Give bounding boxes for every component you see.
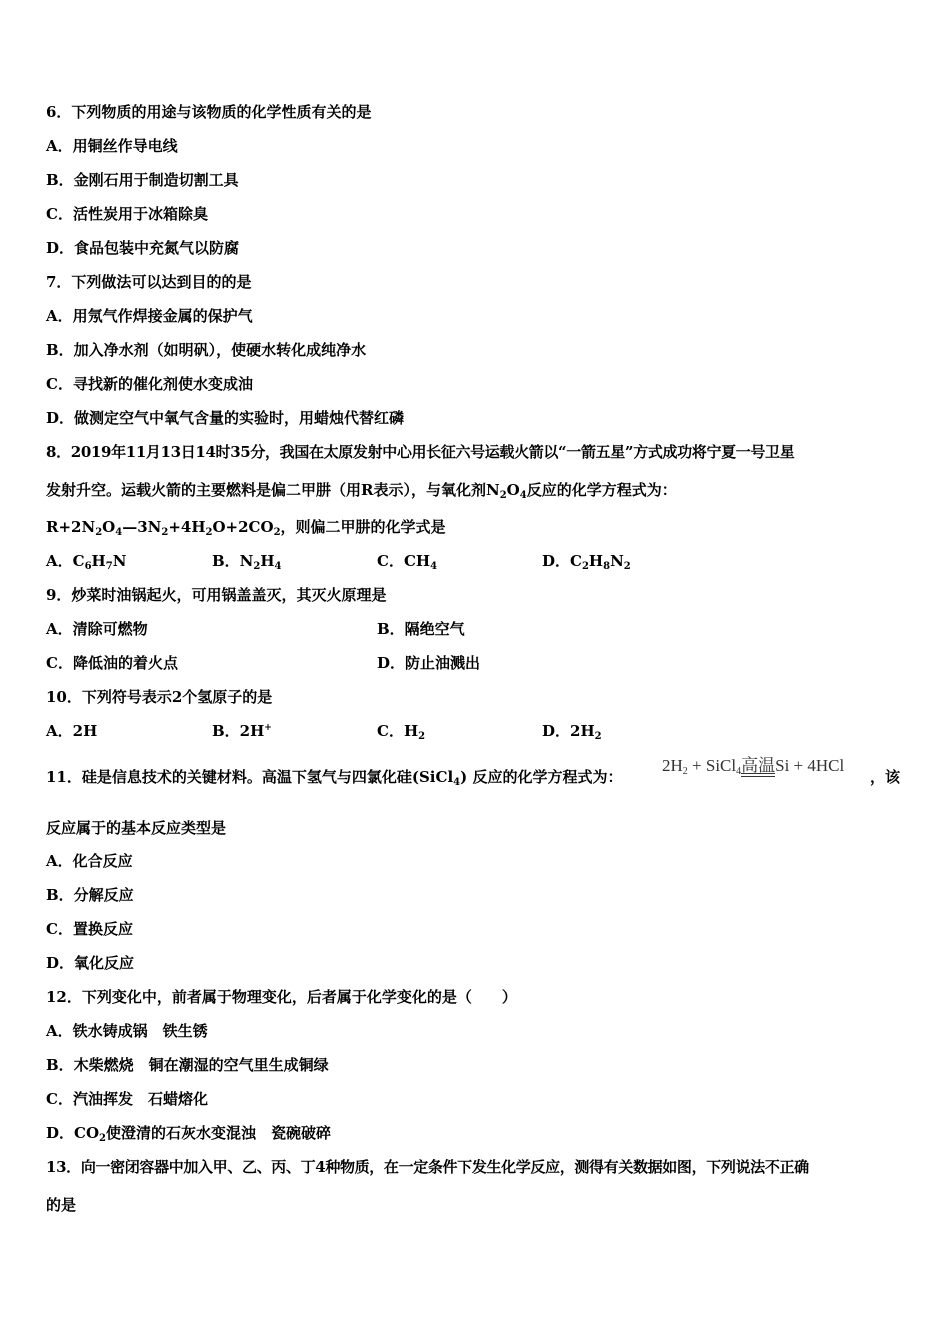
q10-option-d: D．$2H_2$ [542, 722, 602, 742]
q7-option-c: C．寻找新的催化剂使水变成油 [46, 375, 253, 393]
q10-option-b: B．2H+ [212, 722, 272, 740]
q9-stem: 9．炒菜时油锅起火，可用锅盖盖灭，其灭火原理是 [46, 586, 387, 604]
q8-option-d: D．$C_2H_8N_2$ [542, 552, 631, 572]
q11-option-c: C．置换反应 [46, 920, 133, 938]
q9-option-c: C．降低油的着火点 [46, 654, 178, 672]
q10-option-c: C．$H_2$ [377, 722, 426, 742]
q9-option-b: B．隔绝空气 [377, 620, 465, 638]
q11-option-d: D．氧化反应 [46, 954, 135, 972]
q8-stem-line1: 8．2019年11月13日14时35分，我国在太原发射中心用长征六号运载火箭以“一箭五星”方式成功将宁夏一号卫星 [46, 443, 795, 461]
q8-stem-line2: 发射升空。运载火箭的主要燃料是偏二甲肼（用R表示），与氧化剂$N_2O_4$反应的化学方程式为： [46, 481, 677, 501]
q10-stem: 10．下列符号表示2个氢原子的是 [46, 688, 273, 706]
q8-option-b: B．$N_2H_4$ [212, 552, 282, 572]
q6-option-b: B．金刚石用于制造切割工具 [46, 171, 239, 189]
q9-option-a: A．清除可燃物 [46, 620, 148, 638]
q8-option-c: C．$CH_4$ [377, 552, 438, 572]
q11-option-b: B．分解反应 [46, 886, 134, 904]
q10-option-a: A．2H [46, 722, 98, 740]
q9-option-d: D．防止油溅出 [377, 654, 481, 672]
q7-option-a: A．用氖气作焊接金属的保护气 [46, 307, 253, 325]
q11-stem-line2: 反应属于的基本反应类型是 [46, 819, 227, 837]
q12-option-c: C．汽油挥发 石蜡熔化 [46, 1090, 208, 1108]
q11-reaction-equation: $2H_2$ + SiCl$_4$高温Si + 4HCl [662, 756, 845, 777]
q13-stem-line2: 的是 [46, 1196, 77, 1214]
q6-option-c: C．活性炭用于冰箱除臭 [46, 205, 208, 223]
q8-equation: $R+2N_2O_4—3N_2+4H_2O+2CO_2$，则偏二甲肼的化学式是 [46, 518, 446, 538]
q11-stem-tail: ，该 [870, 768, 901, 786]
q6-option-a: A．用铜丝作导电线 [46, 137, 178, 155]
q11-stem: 11．硅是信息技术的关键材料。高温下氢气与四氯化硅(SiCl$_4$) 反应的化学方程式为： [46, 768, 623, 788]
q11-option-a: A．化合反应 [46, 852, 133, 870]
q7-option-b: B．加入净水剂（如明矾），使硬水转化成纯净水 [46, 341, 367, 359]
q8-option-a: A．$C_6H_7N$ [46, 552, 127, 572]
q12-option-a: A．铁水铸成锅 铁生锈 [46, 1022, 208, 1040]
q13-stem-line1: 13．向一密闭容器中加入甲、乙、丙、丁4种物质，在一定条件下发生化学反应，测得有关数据如图，下列说法不正确 [46, 1158, 809, 1176]
q6-stem: 6．下列物质的用途与该物质的化学性质有关的是 [46, 103, 372, 121]
q12-option-d: D．$CO_2$使澄清的石灰水变混浊 瓷碗破碎 [46, 1124, 331, 1144]
reaction-condition: 高温 [741, 754, 775, 778]
q7-option-d: D．做测定空气中氧气含量的实验时，用蜡烛代替红磷 [46, 409, 405, 427]
q6-option-d: D．食品包装中充氮气以防腐 [46, 239, 240, 257]
q12-stem: 12．下列变化中，前者属于物理变化，后者属于化学变化的是（ ） [46, 988, 517, 1006]
q12-option-b: B．木柴燃烧 铜在潮湿的空气里生成铜绿 [46, 1056, 329, 1074]
q7-stem: 7．下列做法可以达到目的的是 [46, 273, 252, 291]
